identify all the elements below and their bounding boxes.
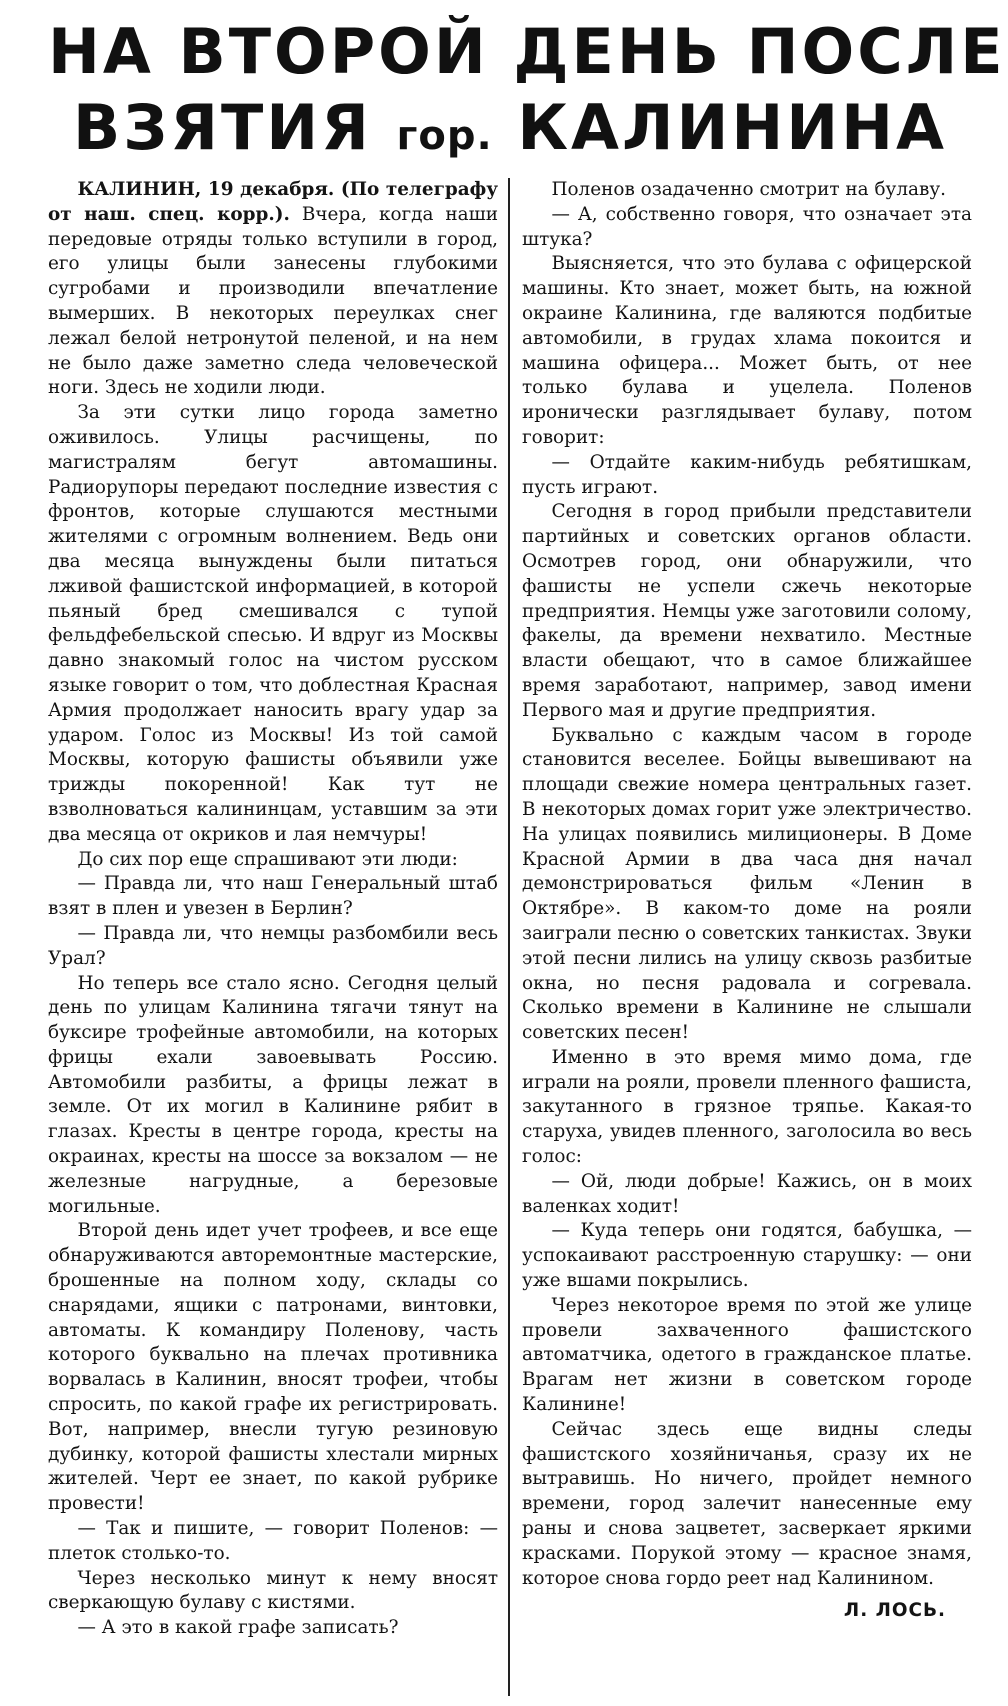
dialogue-line: — А это в какой графе записать? <box>77 1617 399 1639</box>
paragraph: Сейчас здесь еще видны следы фашистского хозяйничанья, сразу их не вытравишь. Но ничего, пройдет немного времени, город залечит нанесенные ему раны и снова зацветет, засверкает яркими красками. Порукой этому — красное знамя, которое снова гордо реет над Калинином. <box>522 1418 972 1589</box>
paragraph: Именно в это время мимо дома, где играли на рояли, провели пленного фашиста, закутанного в грязное тряпье. Какая-то старуха, увидев пленного, заголосила во весь голос: <box>522 1046 972 1168</box>
paragraph: За эти сутки лицо города заметно оживилось. Улицы расчищены, по магистралям бегут автомашины. Радиорупоры передают последние известия с фронтов, которые слушаются местными жителями с огромным волнением. Ведь они два месяца вынуждены были питаться лживой фашистской информацией, в которой пьяный бред смешивался с тупой фельдфебельской спесью. И вдруг из Москвы давно знакомый голос на чистом русском языке говорит о том, что доблестная Красная Армия продолжает наносить врагу удар за ударом. Голос из Москвы! Из той самой Москвы, которую фашисты объявили уже трижды покоренной! Как тут не взволноваться калининцам, уставшим за эти два месяца от окриков и лая немчуры! <box>48 402 498 845</box>
dialogue-line: — Правда ли, что наш Генеральный штаб взят в плен и увезен в Берлин? <box>48 873 498 920</box>
headline <box>48 0 1006 174</box>
headline-word-capture: ВЗЯТИЯ <box>72 91 372 164</box>
paragraph: Сегодня в город прибыли представители партийных и советских органов области. Осмотрев город, они обнаружили, что фашисты не успели сжечь некоторые предприятия. Немцы уже заготовили солому, факелы, да времени нехватило. Местные власти обещают, что в самое ближайшее время заработают, например, завод имени Первого мая и другие предприятия. <box>522 501 972 721</box>
dialogue-line: — Так и пишите, — говорит Поленов: — плеток столько-то. <box>48 1518 498 1564</box>
paragraph: Через несколько минут к нему вносят сверкающую булаву с кистями. <box>48 1567 498 1614</box>
paragraph: Выясняется, что это булава с офицерской машины. Кто знает, может быть, на южной окраине Калинина, где валяются подбитые автомобили, в грудах хлама покоится и машина офицера... Может быть, от нее только булава и уцелела. Поленов иронически разглядывает булаву, потом говорит: <box>522 253 972 448</box>
paragraph: Поленов озадаченно смотрит на булаву. <box>551 179 947 200</box>
article-column-right <box>510 178 972 1696</box>
paragraph: До сих пор еще спрашивают эти люди: <box>77 848 458 870</box>
dialogue-line: — А, собственно говоря, что означает эта штука? <box>522 203 972 250</box>
headline-word-city-abbr: гор. <box>396 113 493 159</box>
paragraph: Но теперь все стало ясно. Сегодня целый день по улицам Калинина тягачи тянут на буксире трофейные автомобили, на которых фрицы ехали завоевывать Россию. Автомобили разбиты, а фрицы лежат в земле. От их могил в Калинине рябит в глазах. Кресты в центре города, кресты на окраинах, кресты на шоссе за вокзалом — не железные нагрудные, а березовые могильные. <box>48 972 498 1217</box>
article-body <box>48 178 972 1696</box>
headline-word-kalinin: КАЛИНИНА <box>517 91 948 164</box>
dialogue-line: — Правда ли, что немцы разбомбили весь Урал? <box>48 922 498 969</box>
headline-line-1: НА ВТОРОЙ ДЕНЬ ПОСЛЕ <box>48 15 1006 88</box>
dialogue-line: — Ой, люди добрые! Кажись, он в моих валенках ходит! <box>522 1170 972 1217</box>
paragraph: Через некоторое время по этой же улице провели захваченного фашистского автоматчика, одетого в гражданское платье. Врагам нет жизни в советском городе Калинине! <box>522 1294 972 1416</box>
article-column-left <box>48 178 508 1696</box>
paragraph: КАЛИНИН, 19 декабря. (По телеграфу от наш. спец. корр.). Вчера, когда наши передовые отряды только вступили в город, его улицы были занесены глубокими сугробами и производили впечатление вымерших. В некоторых переулках снег лежал белой нетронутой пеленой, и на нем не было даже заметно следа человеческой ноги. Здесь не ходили люди. <box>48 179 498 399</box>
headline-line-2 <box>48 90 972 174</box>
paragraph: Второй день идет учет трофеев, и все еще обнаруживаются авторемонтные мастерские, брошенные на полном ходу, склады со снарядами, ящики с патронами, винтовки, автоматы. К командиру Поленову, часть которого буквально на плечах противника ворвалась в Калинин, вносят трофеи, чтобы спросить, по какой графе их регистрировать. Вот, например, внесли тугую резиновую дубинку, которой фашисты хлестали мирных жителей. Черт ее знает, по какой рубрике провести! <box>48 1220 498 1515</box>
dialogue-line: — Куда теперь они годятся, бабушка, — успокаивают расстроенную старушку: — они уже вшами покрылись. <box>522 1220 972 1292</box>
author-signature: Л. ЛОСЬ. <box>843 1600 946 1622</box>
paragraph: Буквально с каждым часом в городе становится веселее. Бойцы вывешивают на площади свежие номера центральных газет. В некоторых домах горит уже электричество. На улицах появились милиционеры. В Доме Красной Армии в два часа дня начал демонстрироваться фильм «Ленин в Октябре». В каком-то доме на рояли заиграли песню о советских танкистах. Звуки этой песни лились на улицу сквозь разбитые окна, но песня радовала и согревала. Сколько времени в Калинине не слышали советских песен! <box>522 724 972 1044</box>
dialogue-line: — Отдайте каким-нибудь ребятишкам, пусть играют. <box>522 451 972 498</box>
dateline: КАЛИНИН, 19 декабря. (По телеграфу от наш. спец. корр.). <box>48 179 498 225</box>
